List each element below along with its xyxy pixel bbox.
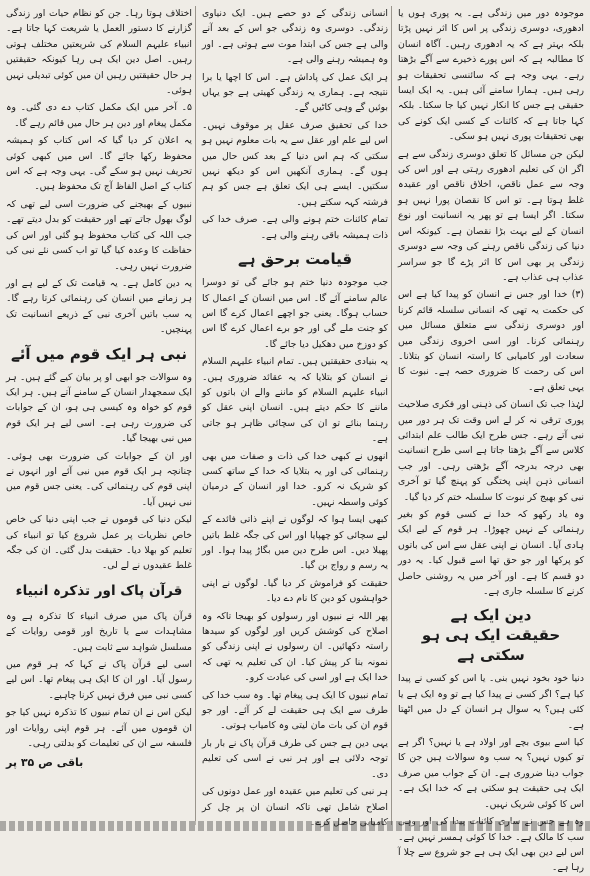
paragraph: موجودہ دور میں زندگی ہے۔ یہ پوری ہوں یا ادھوری، دوسری زندگی پر اس کا اثر نہیں پڑتا بلکہ بہتر ہے کہ یہ ادھوری رہیں۔ آگاہ انسان کا مطالبہ ہے کہ اس پورے ذخیرے سے آگے بڑھتا رہے۔ یہی وجہ ہے کہ سائنسی تحقیقات ہو رہی ہیں۔ ہمارا سامنے آئی ہیں۔ یہ ایک ایسا حقیقی ہے جس کا انکار نہیں کیا جا سکتا۔ بلکہ کہا جاتا ہے کہ کائنات کے کسی ایک کونے کی بھی تحقیقات پوری نہیں ہو سکی۔ (398, 8, 584, 143)
paragraph: انھوں نے کبھی خدا کی ذات و صفات میں بھی رہنمائی کی اور یہ بتلایا کہ خدا کے ساتھ کسی کو شریک نہ کرو۔ خدا اور انسان کے درمیان کوئی واسطہ نہیں۔ (202, 450, 388, 508)
paragraph: دنیا خود بخود نہیں بنی۔ یا اس کو کسی نے پیدا کیا ہے؟ اگر کسی نے پیدا کیا ہے تو وہ ایک ہے یا کئی ہیں؟ یہ سوال ہر انسان کے دل میں اٹھتا ہے۔ (398, 673, 584, 731)
paragraph: اختلاف ہوتا رہا۔ جن کو نظام حیات اور زندگی گزارنے کا دستور العمل یا شریعت کہا جاتا ہے۔ انبیاء علیہم السلام کی شریعتیں مختلف ہوتی رہیں۔ اصل دین ایک ہی رہا کیونکہ حقیقتیں ہر حال حقیقتیں رہیں ان میں کوئی تبدیلی نہیں ہوئی۔ (6, 8, 192, 97)
paragraph: لیکن جن مسائل کا تعلق دوسری زندگی سے ہے اگر ان کی تعلیم ادھوری رہتی ہے اور اس کی وجہ سے عمل ناقص، اخلاق ناقص اور عقیدہ غلط ہوتا ہے۔ تو اس کا نقصان پورا نہیں ہو سکتا۔ اگر ایسا ہے تو پھر یہ انسانیت اور نوع انسان کے لیے بہت بڑا نقصان ہے۔ کیونکہ اس دنیا کی زندگی ناقص رہنے کی وجہ سے دوسری زندگی پر بھی اس کا اثر پڑے گا جو سراسر عذاب ہی عذاب ہے۔ (398, 148, 584, 283)
article-column-middle (202, 6, 392, 828)
continued-on-page-note: باقی ص ۳۵ پر (6, 756, 84, 770)
paragraph: کبھی ایسا ہوا کہ لوگوں نے اپنے ذاتی فائدے کے لیے سچائی کو چھپایا اور اس کی جگہ غلط باتیں پھیلا دیں۔ اس طرح دین میں بگاڑ پیدا ہوا۔ اور یہ رسم و رواج بن گیا۔ (202, 514, 388, 572)
section-heading: قیامت برحق ہے (237, 250, 353, 269)
paragraph: وہ سوالات جو ابھی او پر بیان کیے گئے ہیں۔ ہر ایک سمجھدار انسان کے سامنے آتے ہیں۔ ہر ایک قوم کو خواہ وہ کیسی ہی ہو، ان کے جوابات کی ضرورت رہی ہے۔ اسی لیے ہر ایک قوم میں نبی بھیجا گیا۔ (6, 371, 192, 445)
paragraph: ہر ایک عمل کی پاداش ہے۔ اس کا اچھا یا برا نتیجہ ہے۔ ہماری یہ زندگی کھیتی ہے جو یہاں بوئیں گے وہی کاٹیں گے۔ (202, 71, 388, 114)
paragraph: اسی لیے قرآن پاک نے کہا کہ ہر قوم میں رسول آیا۔ اور ان کا ایک ہی پیغام تھا۔ اس لیے کسی نبی میں فرق نہیں کرنا چاہیے۔ (6, 659, 192, 701)
paragraph: وہ ہے جس نے ساری کائنات پیدا کی اور وہی سب کا مالک ہے۔ خدا کا کوئی ہمسر نہیں ہے۔ اس لیے دین بھی ایک ہی ہے جو شروع سے چلا آ رہا ہے۔ (398, 816, 584, 874)
paragraph: یہ اعلان کر دیا گیا کہ اس کتاب کو ہمیشہ محفوظ رکھا جائے گا۔ اس میں کبھی کوئی تحریف نہیں ہو سکے گی۔ یہی وجہ ہے کہ اس کتاب کے اصل الفاظ آج تک محفوظ ہیں۔ (6, 135, 192, 193)
article-column-right (398, 6, 584, 874)
paragraph: یہ بنیادی حقیقتیں ہیں۔ تمام انبیاء علیہم السلام نے انسان کو بتلایا کہ یہ عقائد ضروری ہیں۔ انبیاء علیہم السلام کو ماننے والے ان باتوں کو ماننے کا حکم دیتے ہیں۔ انسان اپنی عقل کو رہنما بنائے تو ان کی سچائی ظاہر ہو جاتی ہے۔ (202, 356, 388, 445)
paragraph: انسانی زندگی کے دو حصے ہیں۔ ایک دنیاوی زندگی۔ دوسری وہ زندگی جو اس کے بعد آنے والی ہے جس کی ابتدا موت سے ہوتی ہے۔ اور وہ ہمیشہ رہنے والی ہے۔ (202, 8, 388, 66)
paragraph: ہر نبی کی تعلیم میں عقیدہ اور عمل دونوں کی اصلاح شامل تھی تاکہ انسان ان پر چل کر کامیابی حاصل کرے۔ (202, 786, 388, 828)
paragraph: یہ دین کامل ہے۔ یہ قیامت تک کے لیے ہے اور ہر زمانے میں انسان کی رہنمائی کرتا رہے گا۔ یہ سب باتیں آخری نبی کے ذریعے انسانیت تک پہنچیں۔ (6, 277, 192, 336)
paragraph: تمام کائنات ختم ہونے والی ہے۔ صرف خدا کی ذات ہمیشہ باقی رہنے والی ہے۔ (202, 214, 388, 241)
paragraph: لہٰذا جب تک انسان کی ذہنی اور فکری صلاحیت پوری ترقی نہ کر لے اس وقت تک ہر دور میں نبی آتے رہے۔ جس طرح ایک طالب علم ابتدائی کلاس سے آگے بڑھتا جاتا ہے اسی طرح انسانیت بھی درجہ بدرجہ آگے بڑھتی رہی۔ اور جب انسانی ذہن اپنی پختگی کو پہنچ گیا تو آخری نبی کو بھیج کر نبوت کا سلسلہ ختم کر دیا گیا۔ (398, 399, 584, 503)
article-column-left (6, 6, 196, 825)
paragraph: وہ یاد رکھو کہ خدا نے کسی قوم کو بغیر رہنمائی کے نہیں چھوڑا۔ ہر قوم کے لیے ایک ہادی آیا۔ انسان نے اپنی عقل سے اس کی باتوں کو پرکھا اور جو حق تھا اسے قبول کیا۔ یہ دور دو قسم کا ہے۔ اور آخر میں یہ روشنی حاصل کرنے کا سلسلہ جاری ہے۔ (398, 509, 584, 598)
paragraph: لیکن اس نے ان تمام نبیوں کا تذکرہ نہیں کیا جو ان قوموں میں آئے۔ ہر قوم اپنی روایات اور فلسفہ سے ان کی تعلیمات کو بدلتی رہی۔ (6, 707, 192, 750)
paragraph: تمام نبیوں کا ایک ہی پیغام تھا۔ وہ سب خدا کی طرف سے ایک ہی حقیقت لے کر آئے۔ اور جو قوم ان کی بات مان لیتی وہ کامیاب ہوتی۔ (202, 689, 388, 732)
paragraph: اور ان کے جوابات کی ضرورت بھی ہوئی۔ چنانچہ ہر ایک قوم میں نبی آئے اور انہوں نے اپنی قوم کی رہنمائی کی۔ یعنی جس قوم میں نبی نہیں آیا۔ (6, 450, 192, 508)
paragraph: لیکن دنیا کی قوموں نے جب اپنی دنیا کی خاص خاص نظریات پر عمل شروع کیا تو انبیاء کی تعلیم کو بھلا دیا۔ حقیقت بدل گئی۔ ان کی جگہ غلط عقیدوں نے لے لی۔ (6, 514, 192, 572)
newspaper-page (6, 6, 584, 874)
paragraph: (۳) خدا اور جس نے انسان کو پیدا کیا ہے اس کی حکمت یہ تھی کہ انسانی سلسلہ قائم کرنا اور دوسری زندگی سے متعلق مسائل میں رہنمائی کرنا۔ اور اسی اخروی زندگی میں سعادت اور کامیابی کا راستہ انسان کو بتلانا۔ اس کی رحمت کا ضروری حصہ ہے۔ نبوت کا یہی تعلق ہے۔ (398, 289, 584, 393)
paragraph: ۵۔ آخر میں ایک مکمل کتاب دے دی گئی۔ وہ مکمل پیغام اور دین ہر حال میں قائم رہے گا۔ (6, 102, 192, 129)
page-footer-strip (0, 821, 590, 831)
paragraph: خدا کی تحقیق صرف عقل پر موقوف نہیں۔ اس لیے علم اور عقل سے یہ بات معلوم نہیں ہو سکتی کہ ہم اس دنیا کے بعد کس حال میں ہوں گے۔ ہماری آنکھیں اس کو دیکھ نہیں سکتیں۔ ایسے ہی ایک تعلق ہے جس کو ہم فرشتہ کہہ سکتے ہیں۔ (202, 119, 388, 208)
paragraph: حقیقت کو فراموش کر دیا گیا۔ لوگوں نے اپنی خواہشوں کو دین کا نام دے دیا۔ (202, 577, 388, 605)
paragraph: قرآن پاک میں صرف انبیاء کا تذکرہ ہے وہ مشاہدات سے یا تاریخ اور قومی روایات کے مسلسل شواہد سے ثابت ہیں۔ (6, 610, 192, 653)
section-heading: دین ایک ہے حقیقت ایک ہی ہو سکتی ہے (421, 606, 561, 665)
section-heading: قرآن پاک اور تذکرہ انبیاء (15, 582, 183, 599)
paragraph: جب موجودہ دنیا ختم ہو جائے گی تو دوسرا عالم سامنے آئے گا۔ اس میں انسان کے اعمال کا حساب ہوگا۔ یعنی جو اچھے اعمال کرے گا اس کو جنت ملے گی اور جو برے اعمال کرے گا اس کو دوزخ میں دھکیل دیا جائے گا۔ (202, 277, 388, 350)
paragraph: نبیوں کے بھیجنے کی ضرورت اسی لیے تھی کہ لوگ بھول جاتے تھے اور حقیقت کو بدل دیتے تھے۔ جب اللہ کی کتاب محفوظ ہو گئی اور اس کی حفاظت کا وعدہ کیا گیا تو اب کسی نئے نبی کی ضرورت نہیں رہی۔ (6, 198, 192, 272)
paragraph: کیا اسے بیوی بچے اور اولاد ہے یا نہیں؟ اگر ہے تو کیوں نہیں؟ یہ سب وہ سوالات ہیں جن کا جواب دینا ضروری ہے۔ ان کے جواب میں صرف ایک ہی حقیقت ہو سکتی ہے کہ خدا ایک ہے۔ اس کا کوئی شریک نہیں۔ (398, 737, 584, 810)
paragraph: یہی دین ہے جس کی طرف قرآن پاک نے بار بار توجہ دلائی ہے اور ہر نبی نے اسی کی تعلیم دی۔ (202, 737, 388, 780)
section-heading: نبی ہر ایک قوم میں آئے (11, 344, 187, 363)
paragraph: پھر اللہ نے نبیوں اور رسولوں کو بھیجا تاکہ وہ اصلاح کی کوشش کریں اور لوگوں کو سیدھا راستہ دکھائیں۔ ان رسولوں نے اپنی زندگی کو نمونہ بنا کر پیش کیا۔ ان کی تعلیم یہ تھی کہ خدا ایک ہے اور اسی کی عبادت کرو۔ (202, 610, 388, 684)
